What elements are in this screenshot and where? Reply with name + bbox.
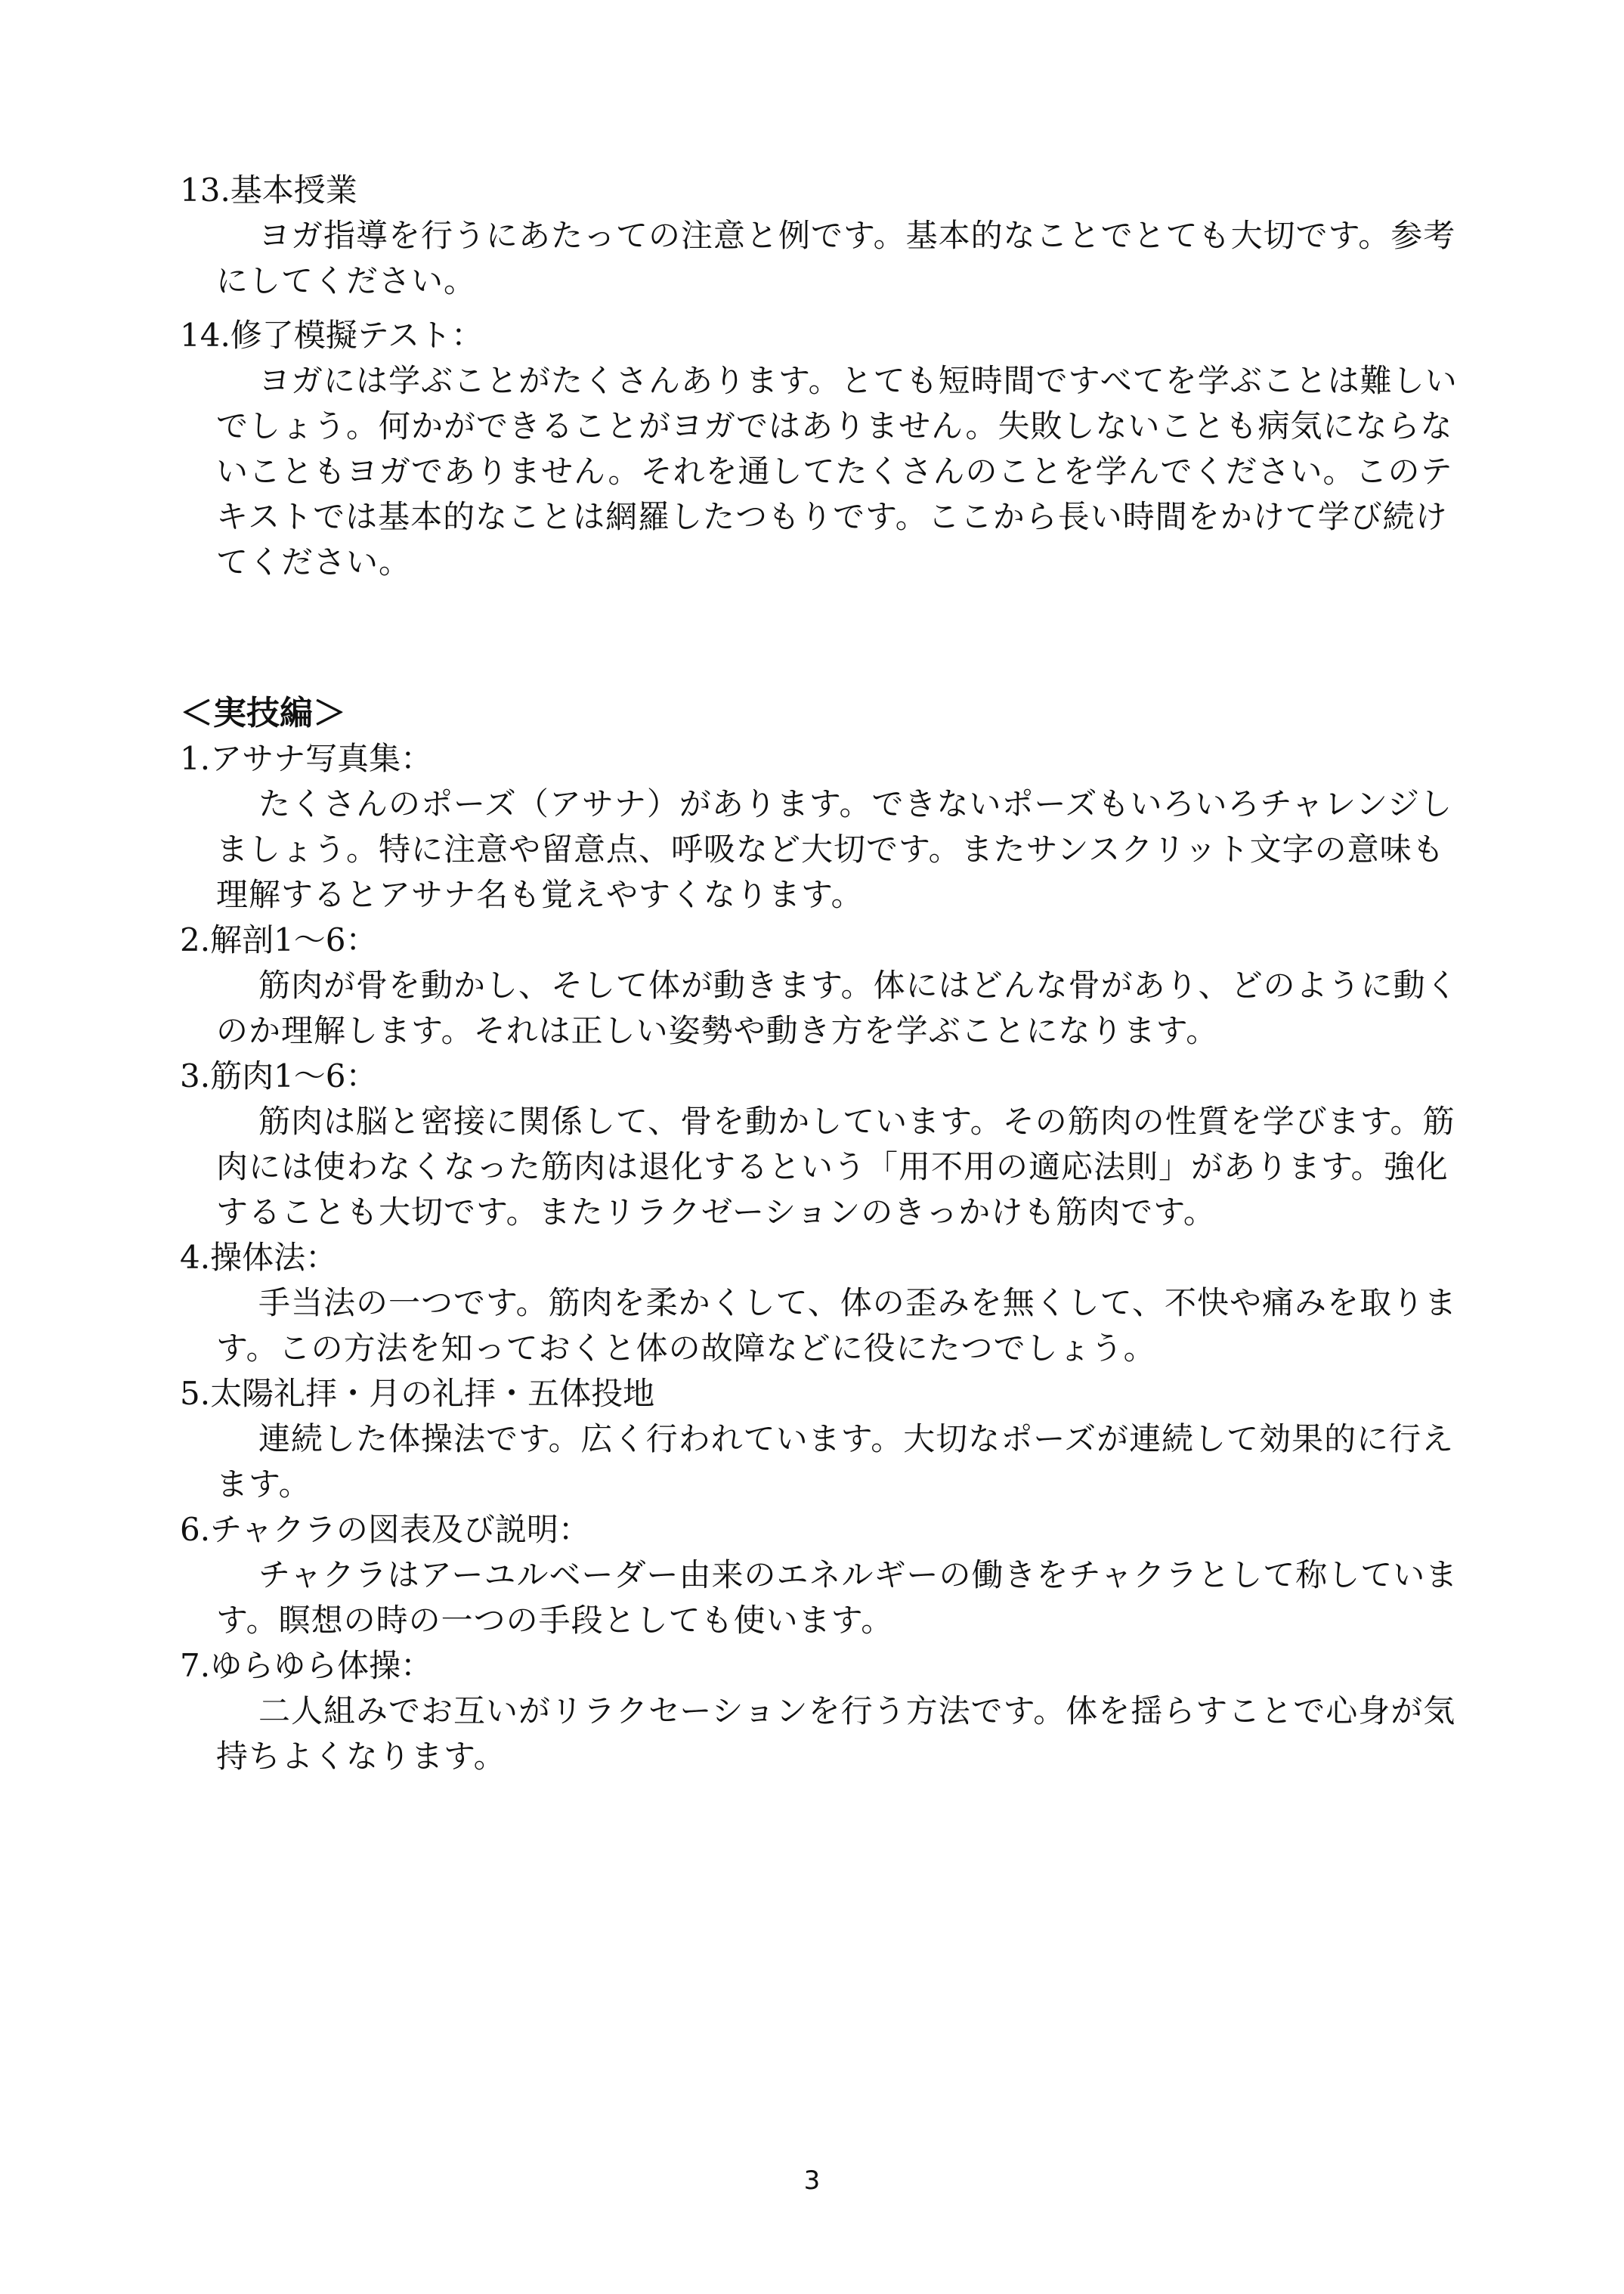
section-title: 4.操体法： <box>180 1239 338 1276</box>
section-title: 1.アサナ写真集： <box>180 740 433 777</box>
practice-item-1 <box>180 736 1453 918</box>
practice-item-6 <box>180 1507 1459 1643</box>
practice-item-7 <box>180 1643 1456 1779</box>
section-title: 5.太陽礼拝・月の礼拝・五体投地 <box>180 1375 655 1412</box>
section-13 <box>180 168 1456 304</box>
section-body: 筋肉は脳と密接に関係して、骨を動かしています。その筋肉の性質を学びます。筋肉には使わなくなった筋肉は退化するという「用不用の適応法則」があります。強化することも大切です。またリラクゼーションのきっかけも筋肉です。 <box>216 1103 1455 1231</box>
section-body: ヨガ指導を行うにあたっての注意と例です。基本的なことでとても大切です。参考にしてください。 <box>216 217 1456 299</box>
section-title: 6.チャクラの図表及び説明： <box>180 1511 590 1548</box>
section-body: 連続した体操法です。広く行われています。大切なポーズが連続して効果的に行えます。 <box>216 1420 1455 1503</box>
practice-item-4 <box>180 1235 1457 1371</box>
section-title: 2.解剖1〜6： <box>180 921 378 958</box>
section-body: 筋肉が骨を動かし、そして体が動きます。体にはどんな骨があり、どのように動くのか理解します。それは正しい姿勢や動き方を学ぶことになります。 <box>216 967 1459 1049</box>
section-body: チャクラはアーユルベーダー由来のエネルギーの働きをチャクラとして称しています。瞑想の時の一つの手段としても使います。 <box>216 1556 1459 1639</box>
section-body: 二人組みでお互いがリラクセーションを行う方法です。体を揺らすことで心身が気持ちよくなります。 <box>216 1692 1456 1775</box>
section-body: たくさんのポーズ（アサナ）があります。できないポーズもいろいろチャレンジしましょう。特に注意や留意点、呼吸など大切です。またサンスクリット文字の意味も理解するとアサナ名も覚えやすくなります。 <box>216 785 1453 913</box>
spacer <box>180 304 1449 313</box>
page-content <box>180 168 1459 1779</box>
section-title: 14.修了模擬テスト： <box>180 317 484 354</box>
practice-item-3 <box>180 1054 1455 1235</box>
practice-item-2 <box>180 918 1459 1054</box>
practice-item-5 <box>180 1371 1455 1507</box>
section-body: ヨガには学ぶことがたくさんあります。とても短時間ですべてを学ぶことは難しいでしょう。何かができることがヨガではありません。失敗しないことも病気にならないこともヨガでありません。それを通してたくさんのことを学んでください。このテキストでは基本的なことは網羅したつもりです。ここから長い時間をかけて学び続けてください。 <box>216 362 1458 580</box>
practice-heading: ＜実技編＞ <box>180 694 346 732</box>
section-14 <box>180 313 1458 585</box>
section-body: 手当法の一つです。筋肉を柔かくして、体の歪みを無くして、不快や痛みを取ります。この方法を知っておくと体の故障などに役にたつでしょう。 <box>216 1284 1457 1367</box>
section-title: 13.基本授業 <box>180 172 357 209</box>
page-number: 3 <box>803 2166 821 2196</box>
section-title: 3.筋肉1〜6： <box>180 1057 378 1094</box>
section-title: 7.ゆらゆら体操： <box>180 1647 433 1684</box>
